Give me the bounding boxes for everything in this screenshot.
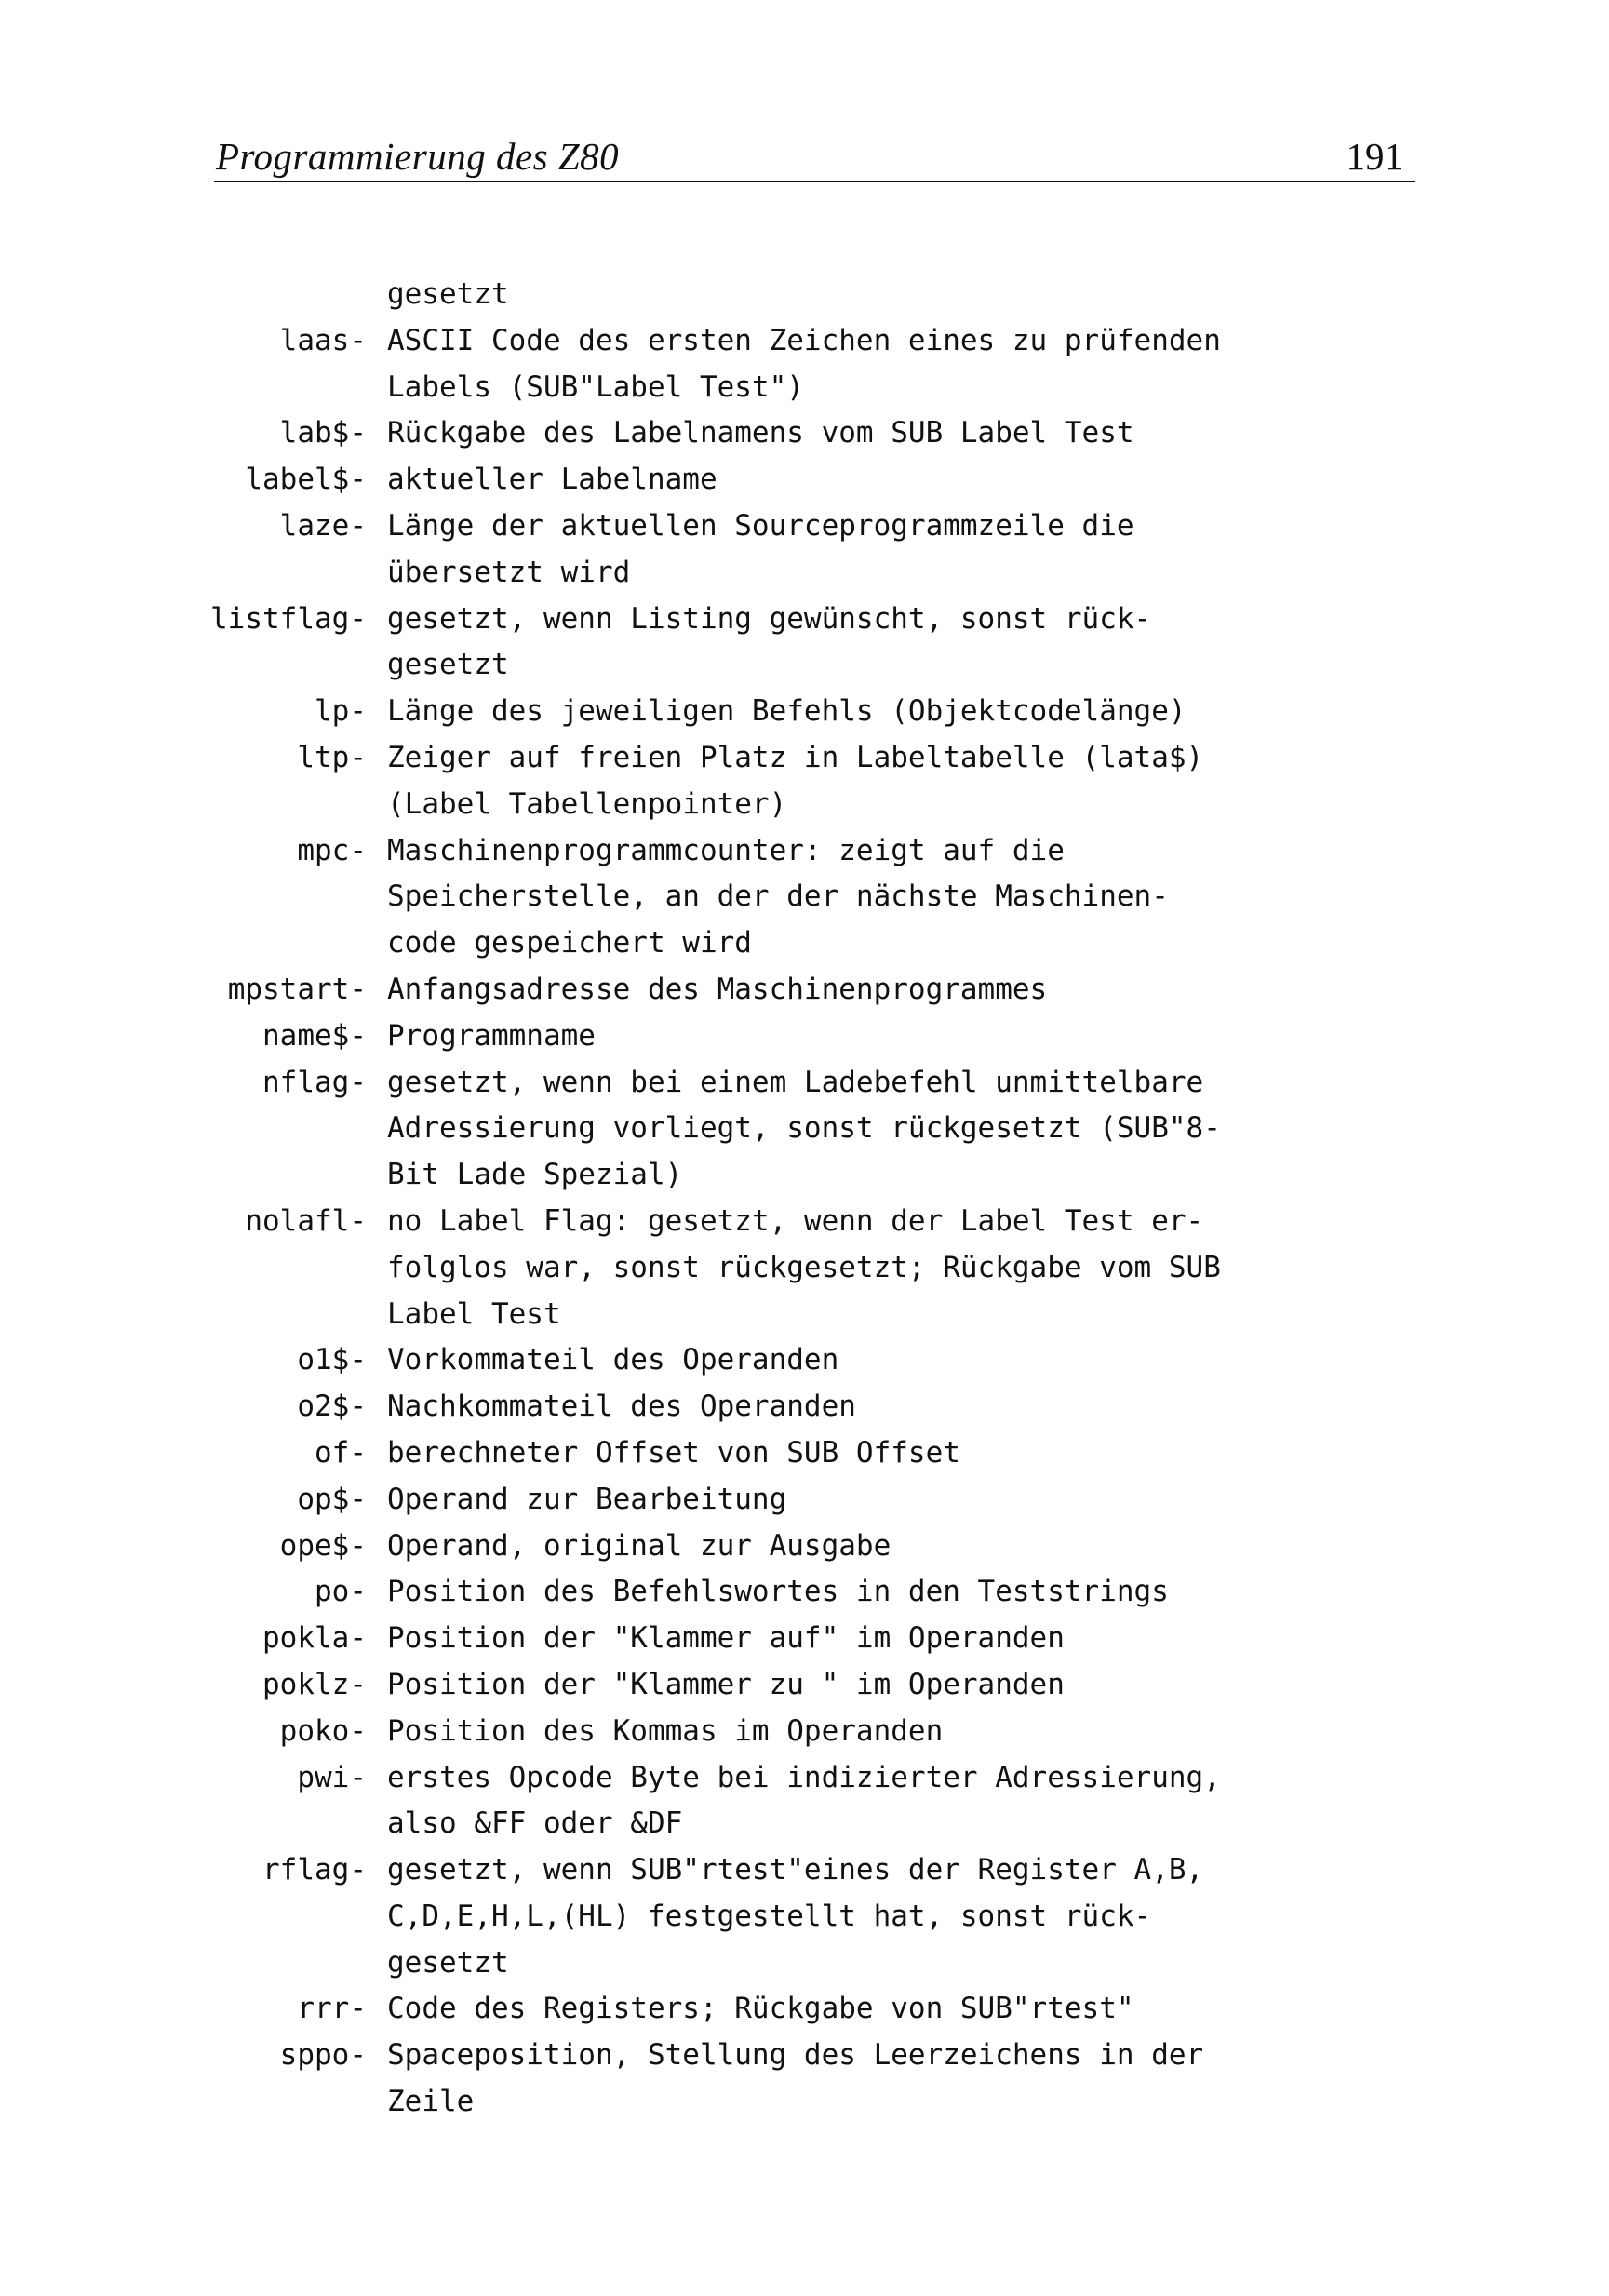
glossary-entry xyxy=(0,967,1609,1014)
definition-line: gesetzt xyxy=(387,648,509,682)
definition-line: berechneter Offset von SUB Offset xyxy=(387,1435,960,1470)
glossary-definition xyxy=(387,735,1225,828)
glossary-term: nolafl- xyxy=(245,1203,367,1238)
definition-line: gesetzt, wenn Listing gewünscht, sonst rück- xyxy=(387,601,1152,636)
definition-line: C,D,E,H,L,(HL) festgestellt hat, sonst rück- xyxy=(387,1899,1152,1933)
glossary-term: o1$- xyxy=(297,1343,367,1377)
glossary-definition xyxy=(387,967,1225,1014)
glossary-term: poko- xyxy=(279,1713,367,1748)
glossary-definition xyxy=(387,410,1225,457)
glossary-entry xyxy=(0,1709,1609,1755)
definition-line: gesetzt, wenn bei einem Ladebefehl unmittelbare xyxy=(387,1065,1204,1099)
glossary-entry xyxy=(0,1477,1609,1524)
glossary-definition xyxy=(387,828,1225,967)
definition-line: Operand, original zur Ausgabe xyxy=(387,1528,892,1563)
glossary-term: pwi- xyxy=(297,1760,367,1794)
glossary-definition xyxy=(387,1199,1225,1337)
glossary-term: o2$- xyxy=(297,1390,367,1424)
page-number: 191 xyxy=(1346,135,1403,178)
glossary-definition xyxy=(387,1430,1225,1477)
glossary-entry xyxy=(0,1986,1609,2033)
definition-line: Adressierung vorliegt, sonst rückgesetzt (SUB"8- xyxy=(387,1111,1221,1146)
definition-line: gesetzt, wenn SUB"rtest"eines der Register A,B, xyxy=(387,1853,1204,1887)
glossary-entry xyxy=(0,1755,1609,1848)
definition-line: Position des Befehlswortes in den Teststrings xyxy=(387,1575,1169,1609)
definition-line: Spaceposition, Stellung des Leerzeichens in der xyxy=(387,2038,1204,2073)
definition-line: übersetzt wird xyxy=(387,555,631,589)
glossary-term: pokla- xyxy=(262,1621,367,1656)
definition-line: code gespeichert wird xyxy=(387,926,752,960)
definition-line: Position des Kommas im Operanden xyxy=(387,1713,944,1748)
glossary-term: mpstart- xyxy=(227,972,367,1006)
glossary-entry xyxy=(0,1384,1609,1430)
glossary-entry xyxy=(0,2033,1609,2126)
glossary-definition xyxy=(387,457,1225,504)
definition-line: no Label Flag: gesetzt, wenn der Label Test er- xyxy=(387,1203,1204,1238)
glossary-definition xyxy=(387,597,1225,690)
glossary-definition xyxy=(387,1847,1225,1986)
definition-line: Code des Registers; Rückgabe von SUB"rtest" xyxy=(387,1992,1134,2026)
glossary-term: ope$- xyxy=(279,1528,367,1563)
definition-line: also &FF oder &DF xyxy=(387,1806,683,1841)
definition-line: Labels (SUB"Label Test") xyxy=(387,369,804,404)
glossary-term: op$- xyxy=(297,1482,367,1516)
definition-line: Position der "Klammer zu " im Operanden xyxy=(387,1667,1065,1701)
glossary-entry xyxy=(0,1569,1609,1616)
definition-line: Nachkommateil des Operanden xyxy=(387,1390,856,1424)
glossary-definition xyxy=(387,1384,1225,1430)
glossary-definition xyxy=(387,272,1225,318)
glossary-entry xyxy=(0,410,1609,457)
glossary-definition xyxy=(387,1569,1225,1616)
definition-line: ASCII Code des ersten Zeichen eines zu prüfenden xyxy=(387,323,1221,357)
glossary-definition xyxy=(387,1986,1225,2033)
glossary-term: sppo- xyxy=(279,2038,367,2073)
glossary-term: ltp- xyxy=(297,740,367,774)
glossary-definition xyxy=(387,1662,1225,1709)
page-header xyxy=(214,128,1415,182)
glossary-entry xyxy=(0,318,1609,411)
glossary-term: listflag- xyxy=(210,601,367,636)
variable-glossary xyxy=(0,272,1609,2126)
glossary-term: of- xyxy=(315,1435,367,1470)
definition-line: aktueller Labelname xyxy=(387,463,717,497)
glossary-entry xyxy=(0,504,1609,597)
glossary-definition xyxy=(387,1014,1225,1060)
glossary-term: name$- xyxy=(262,1018,367,1053)
definition-line: (Label Tabellenpointer) xyxy=(387,786,787,821)
glossary-entry xyxy=(0,1662,1609,1709)
glossary-entry xyxy=(0,1616,1609,1662)
glossary-entry xyxy=(0,457,1609,504)
glossary-definition xyxy=(387,1477,1225,1524)
glossary-entry xyxy=(0,735,1609,828)
glossary-term: rflag- xyxy=(262,1853,367,1887)
glossary-entry xyxy=(0,1847,1609,1986)
glossary-entry xyxy=(0,1199,1609,1337)
glossary-definition xyxy=(387,1524,1225,1570)
definition-line: Operand zur Bearbeitung xyxy=(387,1482,787,1516)
glossary-entry xyxy=(0,689,1609,735)
glossary-term: lp- xyxy=(315,694,367,729)
glossary-term: lab$- xyxy=(279,416,367,450)
definition-line: Bit Lade Spezial) xyxy=(387,1158,683,1192)
glossary-term: label$- xyxy=(245,463,367,497)
glossary-term: po- xyxy=(315,1575,367,1609)
definition-line: Zeile xyxy=(387,2085,475,2119)
glossary-term: laze- xyxy=(279,508,367,543)
glossary-definition xyxy=(387,504,1225,597)
definition-line: Rückgabe des Labelnamens vom SUB Label Test xyxy=(387,416,1134,450)
glossary-term: mpc- xyxy=(297,833,367,867)
definition-line: gesetzt xyxy=(387,1945,509,1980)
definition-line: erstes Opcode Byte bei indizierter Adressierung, xyxy=(387,1760,1221,1794)
definition-line: Länge des jeweiligen Befehls (Objektcodelänge) xyxy=(387,694,1187,729)
glossary-entry xyxy=(0,272,1609,318)
glossary-entry xyxy=(0,1430,1609,1477)
glossary-definition xyxy=(387,1616,1225,1662)
definition-line: folglos war, sonst rückgesetzt; Rückgabe vom SUB xyxy=(387,1250,1221,1284)
glossary-definition xyxy=(387,1337,1225,1384)
definition-line: Zeiger auf freien Platz in Labeltabelle (lata$) xyxy=(387,740,1204,774)
definition-line: Position der "Klammer auf" im Operanden xyxy=(387,1621,1065,1656)
glossary-entry xyxy=(0,597,1609,690)
glossary-definition xyxy=(387,318,1225,411)
glossary-definition xyxy=(387,689,1225,735)
definition-line: Vorkommateil des Operanden xyxy=(387,1343,839,1377)
definition-line: Länge der aktuellen Sourceprogrammzeile die xyxy=(387,508,1134,543)
glossary-term: poklz- xyxy=(262,1667,367,1701)
glossary-definition xyxy=(387,1709,1225,1755)
definition-line: gesetzt xyxy=(387,277,509,311)
glossary-definition xyxy=(387,2033,1225,2126)
glossary-term: rrr- xyxy=(297,1992,367,2026)
glossary-term: nflag- xyxy=(262,1065,367,1099)
definition-line: Speicherstelle, an der der nächste Maschinen- xyxy=(387,879,1169,914)
glossary-definition xyxy=(387,1060,1225,1199)
glossary-entry xyxy=(0,1060,1609,1199)
glossary-entry xyxy=(0,1337,1609,1384)
glossary-definition xyxy=(387,1755,1225,1848)
definition-line: Programmname xyxy=(387,1018,596,1053)
glossary-entry xyxy=(0,828,1609,967)
glossary-entry xyxy=(0,1524,1609,1570)
definition-line: Anfangsadresse des Maschinenprogrammes xyxy=(387,972,1048,1006)
definition-line: Maschinenprogrammcounter: zeigt auf die xyxy=(387,833,1065,867)
definition-line: Label Test xyxy=(387,1296,561,1331)
glossary-entry xyxy=(0,1014,1609,1060)
running-title: Programmierung des Z80 xyxy=(216,135,620,178)
glossary-term: laas- xyxy=(279,323,367,357)
